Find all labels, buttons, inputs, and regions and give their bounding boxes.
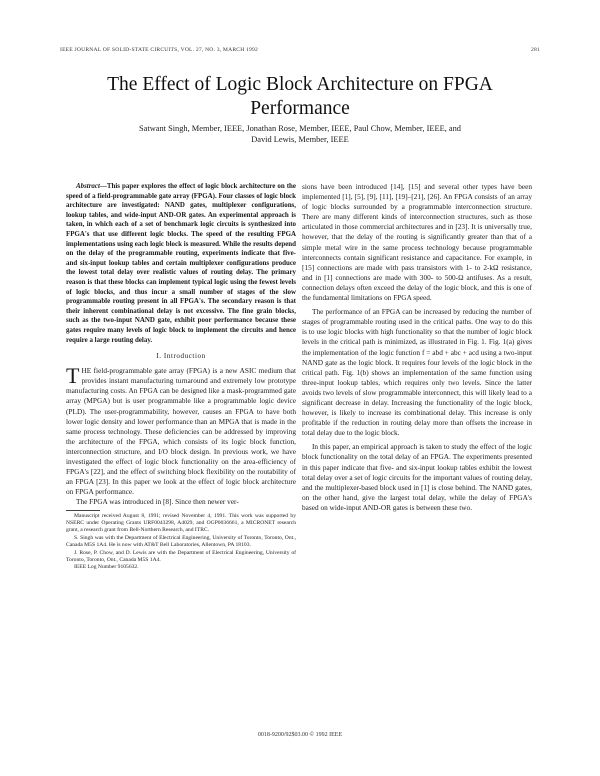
copyright-footer: 0018-9200/92$03.00 © 1992 IEEE — [257, 732, 343, 738]
author-line-1: Satwant Singh, Member, IEEE, Jonathan Rose, Member, IEEE, Paul Chow, Member, IEEE, and — [139, 124, 461, 133]
left-column — [66, 182, 296, 572]
drop-cap: T — [66, 363, 80, 389]
right-paragraph-1: sions have been introduced [14], [15] and several other types have been implemented [1], [5], [9], [11], [19]–[21], [26]. An FPGA consists of an array of logic blocks surrounded by a programmable interconnection structure. There are many different kinds of interconnection structures, such as those articulated in those commercial architectures and in [23]. It is universally true, however, that the delay of the routing is significantly greater than that of a simple metal wire in the same process technology because programmable interconnects contain significant resistance and capacitance. For example, in [15] connections are made with pass transistors with 1- to 2-kΩ resistance, and in [1] connections are made with 300- to 500-Ω antifuses. As a result, connection delays often exceed the delay of the logic block, and this is one of the fundamental limitations on FPGA speed. — [302, 182, 532, 303]
author-line-2: David Lewis, Member, IEEE — [251, 135, 349, 144]
footnote-singh: S. Singh was with the Department of Electrical Engineering, University of Toronto, Toronto, Ont., Canada M5S 1A4. He is now with AT&T Bell Laboratories, Allentown, PA 18103. — [66, 534, 296, 549]
footnotes — [66, 513, 296, 572]
footnote-coauthors: J. Rose, P. Chow, and D. Lewis are with the Department of Electrical Engineering, University of Toronto, Toronto, Ont., Canada M5S 1A4. — [66, 549, 296, 563]
right-paragraph-3: In this paper, an empirical approach is taken to study the effect of the logic block functionality on the total delay of an FPGA. The experiments presented in this paper indicate that five- and six-input lookup tables exhibit the lowest total delay over a set of logic circuits for the important values of routing delay, and the multiplexer-based block used in [1] is close behind. The NAND gates, on the other hand, give the largest total delay, while the delay of FPGA's based on wide-input AND-OR gates is between these two. — [302, 442, 532, 512]
intro-paragraph-1 — [66, 363, 296, 497]
intro-paragraph-1-text: HE field-programmable gate array (FPGA) is a new ASIC medium that provides instant manufacturing turnaround and extremely low prototype manufacturing costs. An FPGA can be designed like a mask-programmed gate array (MPGA) but is user programmable like a programmable logic device (PLD). The user-programmability, however, causes an FPGA to have both lower logic density and lower performance than an MPGA that is made in the same process technology. These deficiencies can be addressed by improving the architecture of the FPGA, which consists of its logic block function, interconnection structure, and I/O block design. In previous work, we have investigated the effect of logic block functionality on the area-efficiency of FPGA's [22], and the effect of switching block flexibility on the routability of an FPGA [23]. In this paper we look at the effect of logic block architecture on FPGA performance. — [66, 366, 296, 497]
footnote-ieee-log: IEEE Log Number 9105632. — [74, 564, 139, 571]
footnote-manuscript: Manuscript received August 8, 1991; revised November 4, 1991. This work was supported by NSERC under Operating Grants URF0043298, A4029, and OGP0036661, a MICRONET research grant, a research grant from Bell-Northern Research, and ITRC. — [66, 512, 296, 534]
paper-title: The Effect of Logic Block Architecture on FPGA Performance — [107, 74, 493, 119]
abstract-text: This paper explores the effect of logic block architecture on the speed of a field-programmable gate array (FPGA). Four classes of logic block architecture are investigated: NAND gates, multiplexer configurations, lookup tables, and wide-input AND-OR gates. An experimental approach is taken, in which each of a set of benchmark logic circuits is synthesized into FPGA's that use different logic blocks. The speed of the resulting FPGA implementations using each logic block is measured. While the results depend on the delay of the programmable routing, experiments indicate that five- and six-input lookup tables and certain multiplexer configurations produce the lowest total delay over realistic values of routing delay. The primary reason is that these blocks can implement typical logic using the fewest levels of logic blocks, and thus incur a small number of stages of the slow programmable routing present in all FPGA's. The secondary reason is that their inherent combinational delay is not excessive. The fine grain blocks, such as the two-input NAND gate, exhibit poor performance because these gates require many levels of logic block to implement the circuits and hence require a large routing delay. — [66, 182, 296, 344]
right-column — [302, 182, 532, 513]
journal-citation: IEEE JOURNAL OF SOLID-STATE CIRCUITS, VOL. 27, NO. 3, MARCH 1992 — [60, 47, 259, 53]
right-paragraph-2: The performance of an FPGA can be increased by reducing the number of stages of programmable routing used in the critical paths. One way to do this is to use logic blocks with high functionality so that the number of logic block levels in the critical path is minimized, as illustrated in Fig. 1. Fig. 1(a) gives the implementation of the logic function f = abd + abc + acd using a two-input NAND gate as the logic block. It requires four levels of the logic block in the critical path. Fig. 1(b) shows an implementation of the same function using three-input lookup tables, which requires only two levels. Since the latter avoids two levels of slow programmable interconnect, this will likely lead to a significant decrease in delay. Increasing the functionality of the logic block, however, is likely to increase its combinational delay. This increase is only profitable if the reduction in routing delay more than offsets the increase in total delay due to the logic block. — [302, 307, 532, 438]
abstract — [66, 182, 296, 345]
footnote-rule — [66, 510, 100, 511]
section-heading-introduction: I. Introduction — [156, 352, 206, 361]
intro-paragraph-2: The FPGA was introduced in [8]. Since then newer ver- — [76, 497, 239, 507]
abstract-lead: Abstract— — [76, 182, 107, 190]
author-list — [60, 123, 540, 145]
page-number: 281 — [531, 47, 540, 53]
running-header — [60, 47, 540, 53]
